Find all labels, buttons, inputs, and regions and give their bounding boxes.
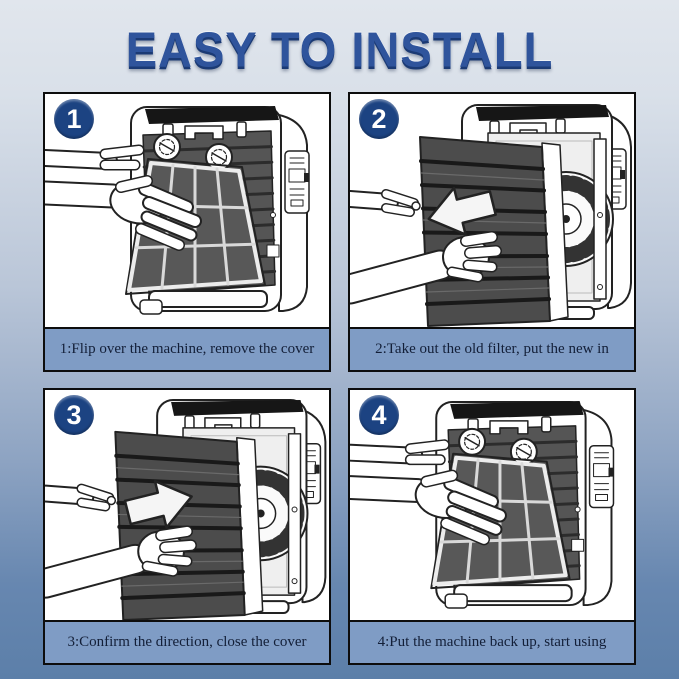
steps-grid: [43, 92, 636, 665]
step-number: 4: [371, 399, 387, 430]
step-panel-3: [43, 388, 331, 665]
step-panel-1: [43, 92, 331, 372]
step-caption: 1:Flip over the machine, remove the cover: [45, 327, 329, 370]
step-number: 1: [66, 103, 82, 134]
step-badge: [359, 99, 399, 139]
step-badge: [54, 395, 94, 435]
step-caption: 4:Put the machine back up, start using: [350, 620, 634, 663]
step-badge: [359, 395, 399, 435]
step-panel-4: [348, 388, 636, 665]
step-caption: 2:Take out the old filter, put the new in: [350, 327, 634, 370]
step-number: 3: [66, 399, 82, 430]
step-badge: [54, 99, 94, 139]
step-number: 2: [371, 103, 387, 134]
page-title: EASY TO INSTALL: [125, 21, 554, 77]
step-panel-2: [348, 92, 636, 372]
step-caption: 3:Confirm the direction, close the cover: [45, 620, 329, 663]
